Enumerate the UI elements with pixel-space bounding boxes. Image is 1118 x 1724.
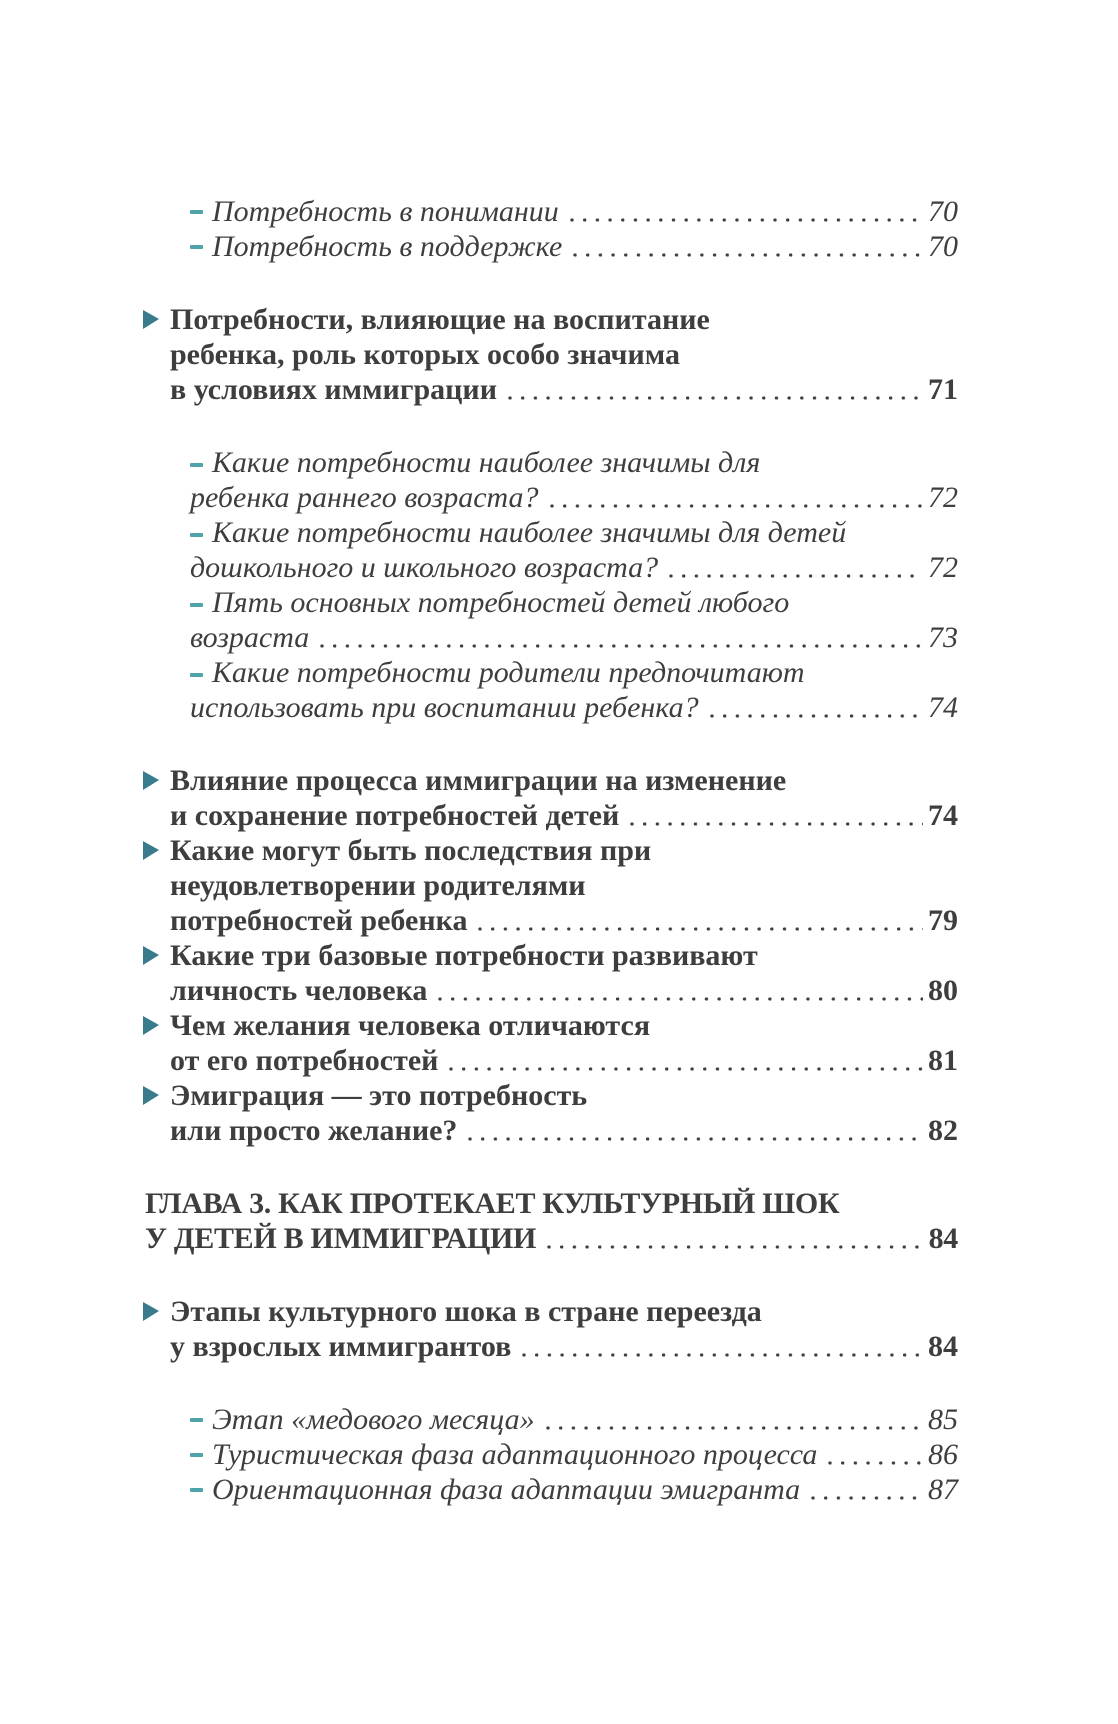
toc-entry-text: У ДЕТЕЙ В ИММИГРАЦИИ — [145, 1222, 537, 1255]
toc-entry — [190, 655, 958, 725]
toc-entry-text: личность человека — [170, 974, 428, 1007]
toc-entry-text: и сохранение потребностей детей — [170, 799, 620, 832]
toc-entry-text: в условиях иммиграции — [170, 373, 497, 406]
toc-entry — [190, 229, 958, 264]
toc-line — [170, 1008, 958, 1043]
toc-line — [190, 655, 958, 690]
toc-line — [170, 1043, 958, 1078]
page-number: 84 — [928, 1222, 958, 1255]
toc-line — [190, 550, 958, 585]
toc-entry-text: неудовлетворении родителями — [170, 869, 586, 902]
toc-line — [190, 194, 958, 229]
toc-line — [170, 868, 958, 903]
toc-line — [190, 1437, 958, 1472]
dot-leader — [445, 1043, 923, 1078]
toc-line — [190, 620, 958, 655]
page-number: 85 — [928, 1403, 958, 1436]
toc-line — [190, 515, 958, 550]
page-number: 73 — [928, 621, 958, 654]
page-number: 70 — [928, 195, 958, 228]
page-number: 80 — [928, 974, 958, 1007]
toc-entry-text: Потребности, влияющие на воспитание — [170, 303, 710, 336]
toc-line — [170, 337, 958, 372]
dot-leader — [824, 1437, 923, 1472]
page-number: 72 — [928, 481, 958, 514]
toc-line — [170, 833, 958, 868]
toc-group — [145, 1294, 958, 1364]
toc-line — [170, 302, 958, 337]
toc-line — [170, 903, 958, 938]
dot-leader — [434, 973, 923, 1008]
page-number: 74 — [928, 691, 958, 724]
page-number: 82 — [928, 1114, 958, 1147]
dash-bullet-icon — [190, 463, 203, 467]
toc-entry — [145, 1294, 958, 1364]
page-number: 72 — [928, 551, 958, 584]
dash-bullet-icon — [190, 1488, 203, 1492]
toc-line — [170, 938, 958, 973]
toc-group — [145, 302, 958, 407]
page-number: 86 — [928, 1438, 958, 1471]
toc-line — [190, 585, 958, 620]
toc-line — [170, 1113, 958, 1148]
triangle-bullet-icon — [143, 946, 159, 965]
toc-entry — [145, 302, 958, 407]
toc-entry-text: Какие потребности родители предпочитают — [212, 656, 805, 689]
dot-leader — [474, 903, 923, 938]
page-number: 84 — [928, 1330, 958, 1363]
toc-entry — [145, 938, 958, 1008]
toc-entry — [190, 1402, 958, 1437]
toc-line — [190, 690, 958, 725]
toc-group — [145, 445, 958, 725]
toc-group — [145, 1402, 958, 1507]
page-number: 71 — [928, 373, 958, 406]
dot-leader — [542, 1402, 923, 1437]
toc-entry-text: Туристическая фаза адаптационного процесса — [212, 1438, 818, 1471]
dot-leader — [546, 480, 923, 515]
toc-entry-text: Потребность в понимании — [212, 195, 559, 228]
toc-entry-text: Какие могут быть последствия при — [170, 834, 652, 867]
toc-entry-text: Ориентационная фаза адаптации эмигранта — [212, 1473, 801, 1506]
dash-bullet-icon — [190, 210, 203, 214]
dash-bullet-icon — [190, 603, 203, 607]
toc-entry — [190, 194, 958, 229]
toc-entry-text: Какие потребности наиболее значимы для детей — [212, 516, 847, 549]
triangle-bullet-icon — [143, 771, 159, 790]
toc-line — [170, 973, 958, 1008]
toc-entry — [145, 1008, 958, 1078]
dot-leader — [518, 1329, 923, 1364]
toc-entry-text: от его потребностей — [170, 1044, 439, 1077]
dash-bullet-icon — [190, 1418, 203, 1422]
toc-entry-text: Какие три базовые потребности развивают — [170, 939, 758, 972]
toc-line — [170, 798, 958, 833]
page-number: 87 — [928, 1473, 958, 1506]
triangle-bullet-icon — [143, 1086, 159, 1105]
dot-leader — [543, 1221, 924, 1256]
dot-leader — [566, 194, 923, 229]
toc-entry — [190, 585, 958, 655]
toc-line — [190, 480, 958, 515]
toc-line — [145, 1186, 958, 1221]
toc-line — [145, 1221, 958, 1256]
toc-entry-text: потребностей ребенка — [170, 904, 468, 937]
dot-leader — [504, 372, 923, 407]
toc-line — [190, 229, 958, 264]
toc-entry-text: Влияние процесса иммиграции на изменение — [170, 764, 787, 797]
toc-entry-text: ГЛАВА 3. КАК ПРОТЕКАЕТ КУЛЬТУРНЫЙ ШОК — [145, 1187, 840, 1220]
toc-entry-text: у взрослых иммигрантов — [170, 1330, 512, 1363]
toc-entry-text: возраста — [190, 621, 310, 654]
toc-line — [170, 1294, 958, 1329]
toc-entry-text: ребенка раннего возраста? — [190, 481, 539, 514]
toc-entry-text: дошкольного и школьного возраста? — [190, 551, 659, 584]
toc-line — [190, 1472, 958, 1507]
dash-bullet-icon — [190, 245, 203, 249]
triangle-bullet-icon — [143, 310, 159, 329]
toc-line — [170, 1329, 958, 1364]
dot-leader — [464, 1113, 923, 1148]
table-of-contents — [145, 194, 958, 1507]
toc-entry-text: Этапы культурного шока в стране переезда — [170, 1295, 762, 1328]
toc-entry — [190, 1472, 958, 1507]
triangle-bullet-icon — [143, 1016, 159, 1035]
dot-leader — [316, 620, 923, 655]
dot-leader — [665, 550, 923, 585]
toc-line — [170, 372, 958, 407]
toc-entry — [190, 515, 958, 585]
toc-entry — [145, 833, 958, 938]
toc-group — [145, 763, 958, 1148]
triangle-bullet-icon — [143, 1302, 159, 1321]
dash-bullet-icon — [190, 673, 203, 677]
toc-entry-text: использовать при воспитании ребенка? — [190, 691, 699, 724]
dot-leader — [569, 229, 923, 264]
toc-entry — [190, 445, 958, 515]
toc-entry-text: Чем желания человека отличаются — [170, 1009, 651, 1042]
toc-entry-text: ребенка, роль которых особо значима — [170, 338, 680, 371]
toc-entry — [145, 763, 958, 833]
toc-line — [190, 445, 958, 480]
toc-entry — [145, 1186, 958, 1256]
toc-entry — [190, 1437, 958, 1472]
page-number: 79 — [928, 904, 958, 937]
toc-line — [170, 763, 958, 798]
page-number: 70 — [928, 230, 958, 263]
toc-entry-text: Какие потребности наиболее значимы для — [212, 446, 761, 479]
triangle-bullet-icon — [143, 841, 159, 860]
dot-leader — [706, 690, 923, 725]
toc-entry-text: Потребность в поддержке — [212, 230, 563, 263]
dash-bullet-icon — [190, 1453, 203, 1457]
toc-entry-text: Этап «медового месяца» — [212, 1403, 535, 1436]
toc-line — [190, 1402, 958, 1437]
dot-leader — [626, 798, 923, 833]
toc-line — [170, 1078, 958, 1113]
page-number: 74 — [928, 799, 958, 832]
toc-entry-text: Эмиграция — это потребность — [170, 1079, 588, 1112]
toc-entry-text: или просто желание? — [170, 1114, 458, 1147]
toc-entry-text: Пять основных потребностей детей любого — [212, 586, 790, 619]
page-number: 81 — [928, 1044, 958, 1077]
toc-group — [145, 194, 958, 264]
toc-entry — [145, 1078, 958, 1148]
toc-group — [145, 1186, 958, 1256]
dot-leader — [807, 1472, 923, 1507]
dash-bullet-icon — [190, 533, 203, 537]
